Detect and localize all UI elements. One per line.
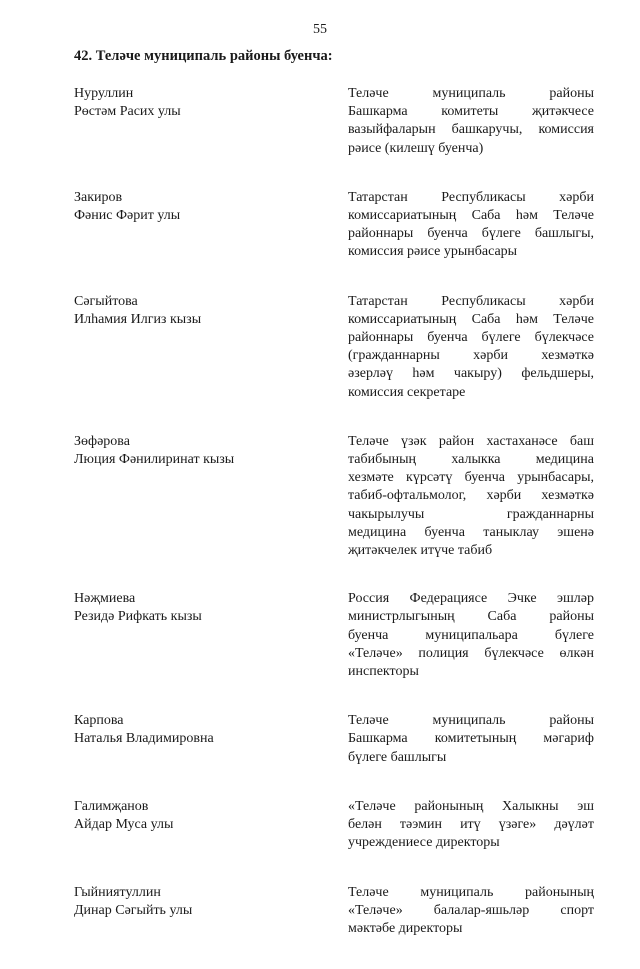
member-role-line: белән тәэмин итү үзәге» дәүләт [348, 817, 594, 833]
commission-member-list [74, 85, 594, 969]
member-role-line: Татарстан Республикасы хәрби [348, 189, 594, 205]
member-name [74, 590, 314, 681]
member-surname: Закиров [74, 189, 123, 205]
member-name [74, 798, 314, 853]
member-role-line: комиссия секретаре [348, 384, 466, 400]
commission-member [74, 798, 594, 853]
member-name [74, 293, 314, 402]
commission-member [74, 293, 594, 402]
member-surname: Зөфәрова [74, 433, 130, 449]
member-role-line: инспекторы [348, 664, 419, 680]
commission-member [74, 590, 594, 681]
member-role-line: министрлыгының Саба районы [348, 609, 594, 625]
member-given-name: Фәнис Фәрит улы [74, 207, 181, 223]
member-role-line: Теләче үзәк район хастаханәсе баш [348, 433, 594, 449]
member-name [74, 85, 314, 158]
member-name [74, 712, 314, 767]
member-given-name: Люция Фәнилиринат кызы [74, 451, 235, 467]
member-role [348, 85, 594, 158]
section-title: 42. Теләче муниципаль районы буенча: [74, 48, 333, 64]
member-role-line: Татарстан Республикасы хәрби [348, 293, 594, 309]
member-role-line: хезмәте күрсәтү буенча урынбасары, [348, 470, 594, 486]
page-number: 55 [313, 22, 327, 37]
member-name [74, 189, 314, 262]
member-given-name: Резидә Рифкать кызы [74, 609, 202, 625]
member-given-name: Илһамия Илгиз кызы [74, 311, 202, 327]
member-surname: Сәгыйтова [74, 293, 138, 309]
commission-member [74, 712, 594, 767]
member-name [74, 433, 314, 560]
member-role-line: буенча муниципальара бүлеге [348, 627, 594, 643]
member-role [348, 884, 594, 939]
member-role-line: районнары буенча бүлеге бүлекчәсе [348, 330, 594, 346]
member-role-line: рәисе (килешү буенча) [348, 140, 484, 156]
member-role-line: Теләче муниципаль районының [348, 884, 594, 900]
member-role-line: Башкарма комитеты җитәкчесе [348, 104, 594, 120]
member-role-line: Башкарма комитетының мәгариф [348, 731, 594, 747]
member-role [348, 293, 594, 402]
member-role-line: районнары буенча бүлеге башлыгы, [348, 226, 594, 242]
member-role-line: «Теләче» полиция бүлекчәсе өлкән [348, 645, 594, 661]
member-role-line: табиб-офтальмолог, хәрби хезмәткә [348, 488, 594, 504]
member-role-line: мәктәбе директоры [348, 920, 463, 936]
member-given-name: Динар Сәгыйть улы [74, 902, 193, 918]
member-name [74, 884, 314, 939]
member-role-line: җитәкчелек итүче табиб [348, 543, 493, 559]
member-role-line: Россия Федерациясе Эчке эшләр [348, 591, 594, 607]
commission-member [74, 433, 594, 560]
member-role [348, 798, 594, 853]
member-role-line: вазыйфаларын башкаручы, комиссия [348, 122, 594, 138]
member-surname: Гыйниятуллин [74, 884, 161, 900]
member-role-line: Теләче муниципаль районы [348, 86, 594, 101]
member-role [348, 712, 594, 767]
member-role-line: комиссариатының Саба һәм Теләче [348, 208, 594, 224]
member-role-line: «Теләче районының Халыкны эш [348, 798, 594, 814]
member-role [348, 189, 594, 262]
member-role [348, 590, 594, 681]
member-role-line: (гражданнарны хәрби хезмәткә [348, 348, 594, 364]
member-role-line: бүлеге башлыгы [348, 749, 447, 765]
member-role-line: әзерләү һәм чакыру) фельдшеры, [348, 366, 594, 382]
member-role-line: чакырылучы гражданнарны [348, 506, 594, 522]
member-surname: Карпова [74, 713, 124, 729]
member-role-line: учреждениесе директоры [348, 835, 500, 851]
member-role-line: Теләче муниципаль районы [348, 713, 594, 729]
member-role-line: медицина буенча таныклау эшенә [348, 524, 594, 540]
commission-member [74, 884, 594, 939]
member-given-name: Рөстәм Расих улы [74, 104, 181, 119]
commission-member [74, 85, 594, 158]
commission-member [74, 189, 594, 262]
member-surname: Галимҗанов [74, 798, 149, 814]
member-surname: Нәҗмиева [74, 591, 136, 607]
member-given-name: Наталья Владимировна [74, 731, 214, 747]
member-role-line: комиссариатының Саба һәм Теләче [348, 311, 594, 327]
member-given-name: Айдар Муса улы [74, 816, 174, 832]
member-surname: Нуруллин [74, 86, 134, 101]
member-role-line: «Теләче» балалар-яшьләр спорт [348, 902, 594, 918]
member-role-line: комиссия рәисе урынбасары [348, 244, 518, 260]
member-role [348, 433, 594, 560]
member-role-line: табибының халыкка медицина [348, 452, 594, 468]
